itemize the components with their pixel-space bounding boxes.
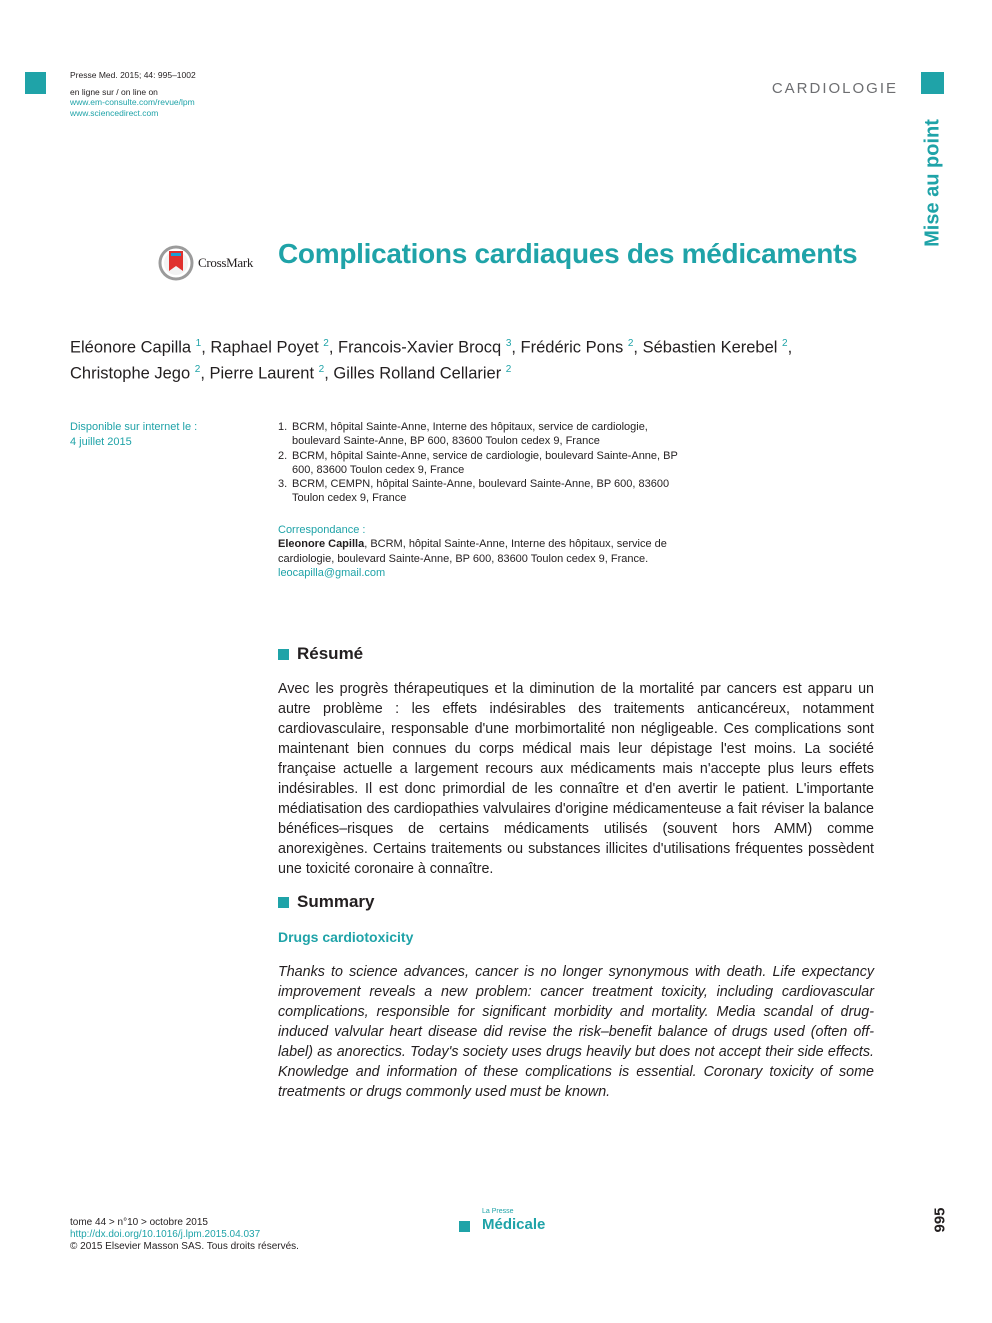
- author-name: Christophe Jego: [70, 364, 191, 382]
- author-name: Frédéric Pons: [520, 338, 624, 357]
- page-number-text: 995: [931, 1207, 949, 1233]
- correspondence-address: , BCRM, hôpital Sainte-Anne, Interne des hôpitaux, service de cardiologie, boulevard Sainte-Anne, BP 600, 83600 Toulon cedex 9, France.: [278, 538, 667, 565]
- correspondence-label: Correspondance :: [278, 524, 366, 536]
- summary-heading: [278, 892, 374, 912]
- doi-link[interactable]: http://dx.doi.org/10.1016/j.lpm.2015.04.037: [70, 1229, 261, 1240]
- author-name: Gilles Rolland Cellarier: [333, 364, 502, 382]
- author-name: Eléonore Capilla: [70, 338, 192, 357]
- availability-block: [70, 420, 197, 449]
- correspondence-name: Eleonore Capilla: [278, 538, 365, 551]
- corner-square-left: [25, 72, 46, 94]
- copyright: © 2015 Elsevier Masson SAS. Tous droits réservés.: [70, 1241, 299, 1252]
- affiliation-text: BCRM, CEMPN, hôpital Sainte-Anne, boulevard Sainte-Anne, BP 600, 83600 Toulon cedex 9, France: [292, 478, 670, 505]
- footer-block: [70, 1217, 299, 1253]
- correspondence-block: [278, 523, 678, 580]
- author-separator: ,: [324, 364, 334, 382]
- side-label-text: Mise au point: [921, 119, 944, 247]
- page-number: [925, 1200, 955, 1240]
- correspondence-email-link[interactable]: leocapilla@gmail.com: [278, 566, 386, 579]
- affiliation-text: BCRM, hôpital Sainte-Anne, Interne des hôpitaux, service de cardiologie, boulevard Sainte-Anne, BP 600, 83600 Toulon cedex 9, France: [292, 421, 648, 448]
- sciencedirect-link[interactable]: www.sciencedirect.com: [70, 107, 159, 118]
- author-affiliation-ref: 2: [505, 363, 512, 375]
- corner-square-right: [921, 72, 944, 94]
- heading-square-icon: [278, 649, 289, 660]
- affiliation-number: 3.: [278, 478, 288, 491]
- side-label: [915, 118, 951, 248]
- author-separator: ,: [328, 338, 338, 357]
- author-list: [70, 333, 850, 384]
- author-separator: ,: [633, 338, 643, 357]
- resume-text: Avec les progrès thérapeutiques et la diminution de la mortalité par cancers est apparu un autre problème : les effets indésirables des traitements anticancéreux, notamment cardiovasculaire, responsable d'une morbimortalité non négligeable. Ces complications sont maintenant bien connues du corps médical mais leur dépistage l'est moins. La société française actuelle a largement recours aux médicaments mais n'accepte plus leurs effets indésirables. Il est donc primordial de les connaître et d'en avertir le patient. L'importante médiatisation des cardiopathies valvulaires d'origine médicamenteuse a fait réviser la balance bénéfices–risques de certains médicaments utilisés (souvent hors AMM) comme anorexigènes. Certains traitements ou substances illicites d'utilisations fréquentes possèdent une toxicité coronaire à connaître.: [278, 681, 874, 877]
- author-affiliation-ref: 2: [627, 338, 634, 349]
- author-affiliation-ref: 2: [318, 363, 325, 375]
- logo-square-icon: [459, 1221, 470, 1232]
- crossmark-badge[interactable]: [158, 243, 258, 283]
- logo-small-text: La Presse: [482, 1208, 514, 1215]
- author-affiliation-ref: 2: [323, 338, 329, 349]
- section-label: CARDIOLOGIE: [771, 80, 898, 97]
- author-affiliation-ref: 1: [195, 338, 202, 349]
- affiliation-number: 1.: [278, 421, 288, 433]
- heading-square-icon: [278, 897, 289, 908]
- availability-date: 4 juillet 2015: [70, 435, 132, 448]
- header-citation-block: [70, 70, 196, 118]
- issue-info: tome 44 > n°10 > octobre 2015: [70, 1217, 208, 1228]
- affiliation-list: [278, 420, 678, 506]
- author-affiliation-ref: 2: [782, 338, 788, 349]
- affiliation-number: 2.: [278, 449, 288, 462]
- online-label: en ligne sur / on line on: [70, 86, 158, 97]
- availability-label: Disponible sur internet le :: [70, 421, 198, 433]
- author-name: Francois-Xavier Brocq: [337, 338, 502, 357]
- author-separator: ,: [511, 338, 521, 357]
- em-consulte-link[interactable]: www.em-consulte.com/revue/lpm: [70, 97, 195, 107]
- article-title: Complications cardiaques des médicaments: [278, 238, 858, 269]
- resume-heading-text: Résumé: [297, 644, 364, 663]
- author-name: Pierre Laurent: [209, 364, 315, 382]
- citation: Presse Med. 2015; 44: 995–1002: [70, 70, 196, 80]
- logo-big-text: Médicale: [482, 1216, 546, 1233]
- author-separator: ,: [787, 338, 793, 357]
- author-affiliation-ref: 3: [505, 338, 512, 349]
- author-name: Raphael Poyet: [210, 338, 319, 357]
- author-separator: ,: [201, 338, 211, 357]
- crossmark-label: CrossMark: [198, 255, 254, 270]
- affiliation-item: [278, 420, 678, 449]
- affiliation-item: [278, 449, 678, 478]
- crossmark-icon: [158, 245, 194, 281]
- summary-text: Thanks to science advances, cancer is no longer synonymous with death. Life expectancy improvement reveals a new problem: cancer treatment toxicity, including cardiovascular complications, responsible for significant morbidity and mortality. Media scandal of drug-induced valvular heart disease did revise the risk–benefit balance of drugs used (often off-label) as anorectics. Today's society uses drugs heavily but does not accept their side effects. Knowledge and information of these complications is essential. Coronary toxicity of some treatments or drugs commonly used must be known.: [278, 964, 874, 1100]
- summary-heading-text: Summary: [297, 892, 375, 911]
- resume-heading: [278, 644, 363, 664]
- summary-subtitle: Drugs cardiotoxicity: [278, 929, 414, 945]
- author-name: Sébastien Kerebel: [642, 338, 778, 357]
- author-separator: ,: [200, 364, 210, 382]
- affiliation-text: BCRM, hôpital Sainte-Anne, service de cardiologie, boulevard Sainte-Anne, BP 600, 83600 Toulon cedex 9, France: [292, 449, 678, 476]
- author-affiliation-ref: 2: [194, 363, 201, 375]
- journal-logo: [459, 1208, 545, 1234]
- affiliation-item: [278, 477, 678, 506]
